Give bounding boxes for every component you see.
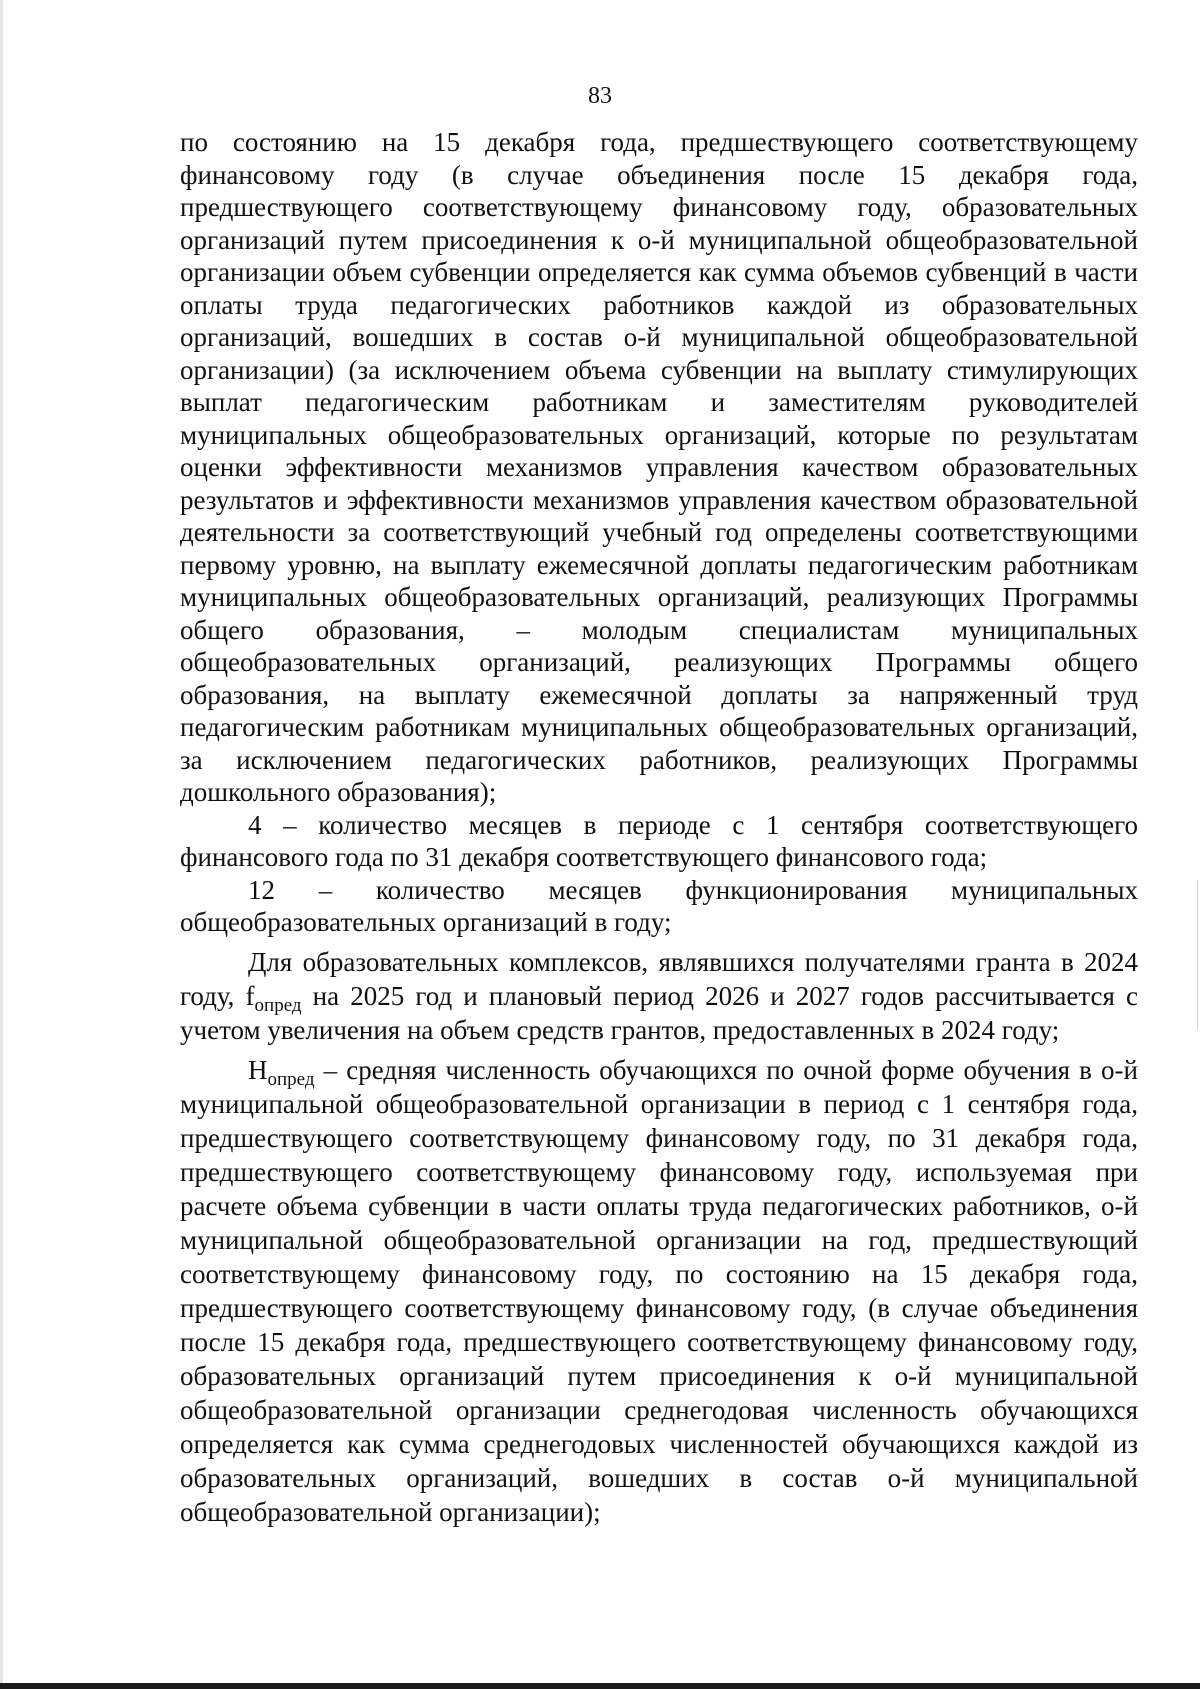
page-number: 83 (588, 83, 612, 109)
formula-symbol-f: f (245, 980, 255, 1011)
formula-subscript: опред (254, 994, 302, 1016)
paragraph-subvention-continuation: по состоянию на 15 декабря года, предшествующего соответствующему финансовому году (в случае объединения после 15 декабря года, предшествующего соответствующему финансовому году, образовательных организаций путем присоединения к о-й муниципальной общеобразовательной организации объем субвенции определяется как сумма объемов субвенций в части оплаты труда педагогических работников каждой из образовательных организаций, вошедших в состав о-й муниципальной общеобразовательной организации) (за исключением объема субвенции на выплату стимулирующих выплат педагогическим работникам и заместителям руководителей муниципальных общеобразовательных организаций, которые по результатам оценки эффективности механизмов управления качеством образовательных результатов и эффективности механизмов управления качеством образовательной деятельности за соответствующий учебный год определены соответствующими первому уровню, на выплату ежемесячной доплаты педагогическим работникам муниципальных общеобразовательных организаций, реализующих Программы общего образования, – молодым специалистам муниципальных общеобразовательных организаций, реализующих Программы общего образования, на выплату ежемесячной доплаты за напряженный труд педагогическим работникам муниципальных общеобразовательных организаций, за исключением педагогических работников, реализующих Программы дошкольного образования); (180, 127, 1138, 807)
grant-text-before: Для образовательных комплексов, являвшихся получателями гранта в 2024 году, (180, 946, 1138, 1011)
formula-subscript: опред (267, 1068, 315, 1090)
paragraph-twelve-months: 12 – количество месяцев функционирования муниципальных общеобразовательных организаций в году; (180, 874, 1138, 937)
scan-edge-shade (0, 0, 3, 1689)
grant-text-after: на 2025 год и плановый период 2026 и 2027 годов рассчитывается с учетом увеличения на объем средств грантов, предоставленных в 2024 году; (180, 980, 1138, 1045)
paragraph-grant-complexes (180, 945, 1138, 1047)
document-body (180, 126, 1138, 1529)
scan-bottom-edge (0, 1683, 1200, 1689)
formula-symbol-n: Н (248, 1054, 268, 1085)
paragraph-four-months: 4 – количество месяцев в периоде с 1 сентября соответствующего финансового года по 31 декабря соответствующего финансового года; (180, 809, 1138, 872)
scan-artifact-mark (1197, 880, 1198, 1030)
paragraph-average-students (180, 1053, 1138, 1529)
n-text-after: – средняя численность обучающихся по очной форме обучения в о-й муниципальной общеобразовательной организации в период с 1 сентября года, предшествующего соответствующему финансовому году, по 31 декабря года, предшествующего соответствующему финансовому году, используемая при расчете объема субвенции в части оплаты труда педагогических работников, о-й муниципальной общеобразовательной организации на год, предшествующий соответствующему финансовому году, по состоянию на 15 декабря года, предшествующего соответствующему финансовому году, (в случае объединения после 15 декабря года, предшествующего соответствующему финансовому году, образовательных организаций путем присоединения к о-й муниципальной общеобразовательной организации среднегодовая численность обучающихся определяется как сумма среднегодовых численностей обучающихся каждой из образовательных организаций, вошедших в состав о-й муниципальной общеобразовательной организации); (180, 1054, 1138, 1527)
